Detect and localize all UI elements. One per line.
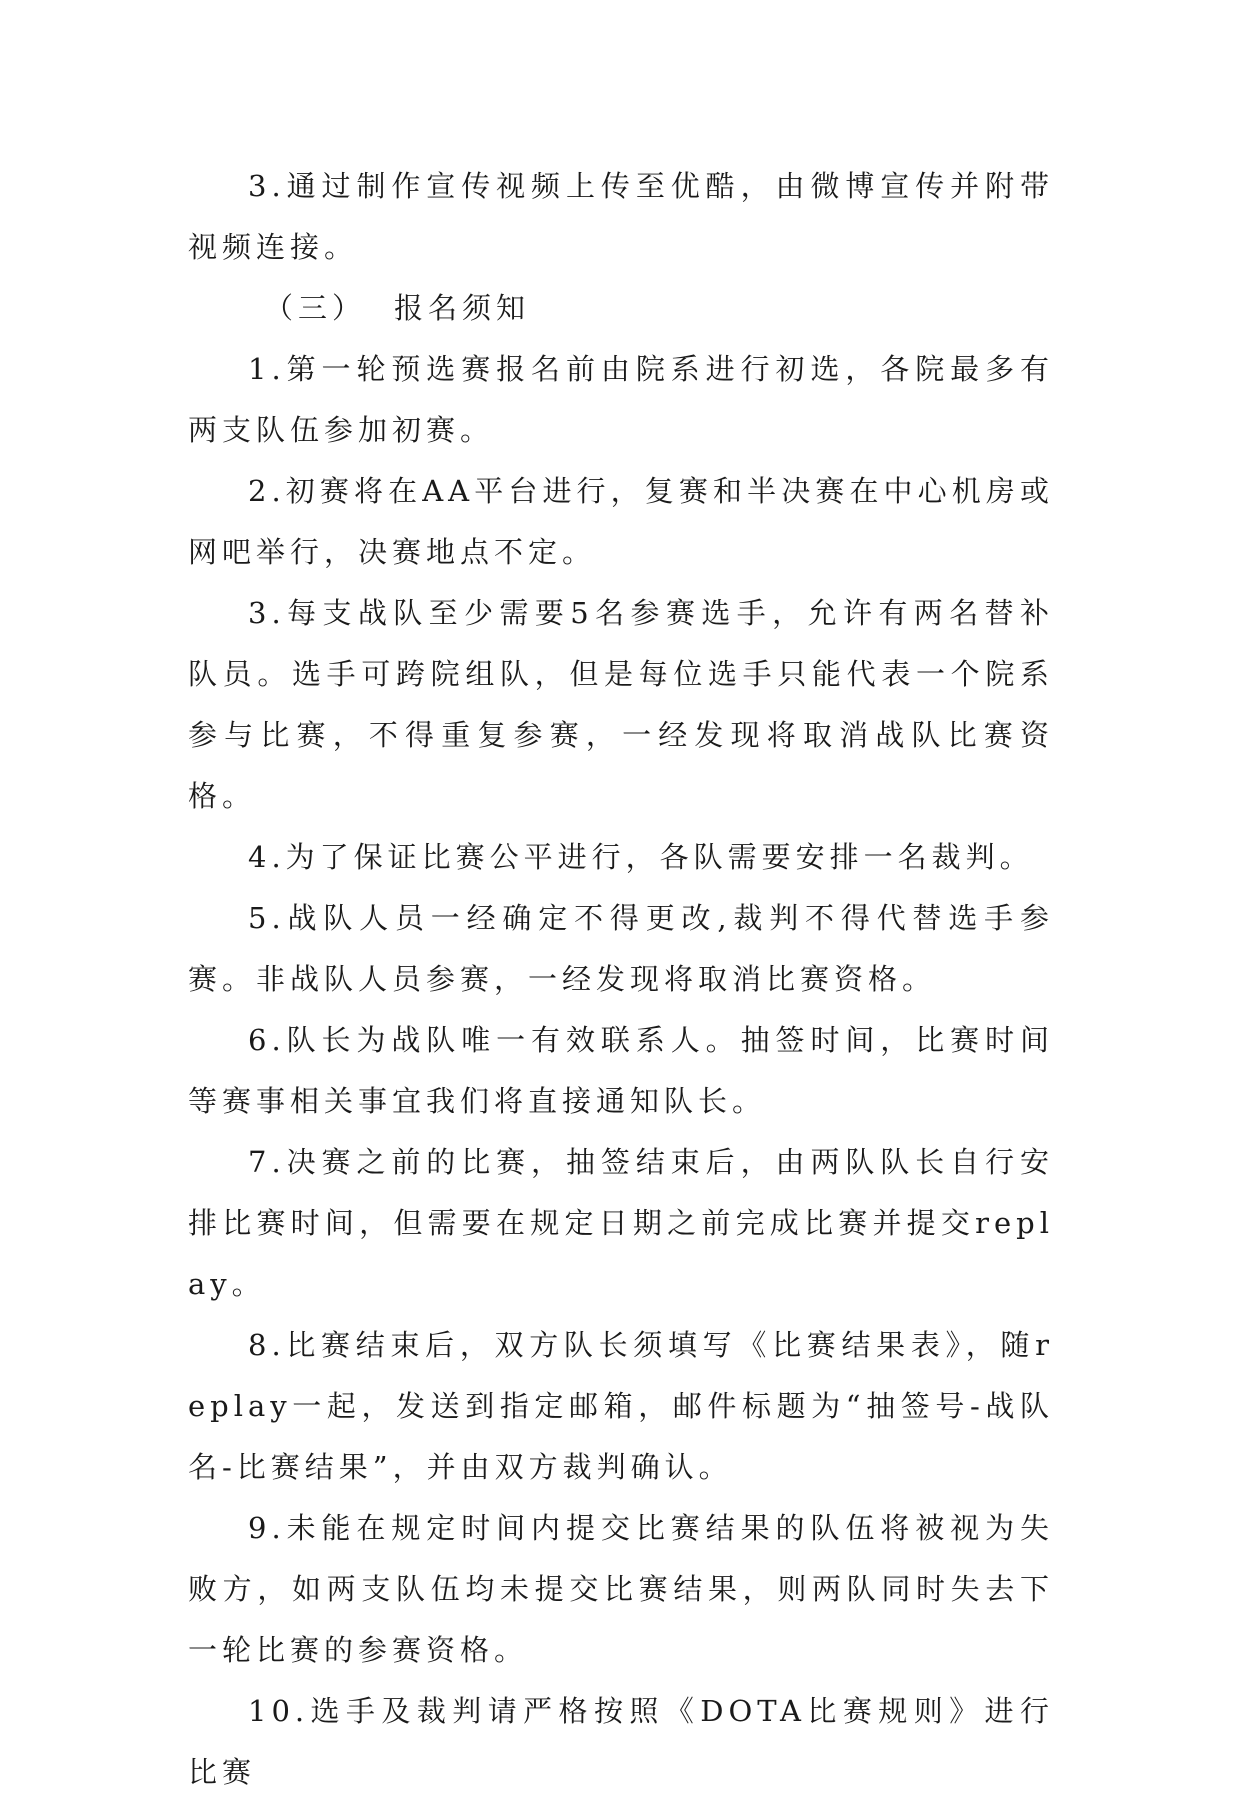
rule-item-4: 4.为了保证比赛公平进行，各队需要安排一名裁判。 — [248, 840, 1034, 874]
rule-item-10: 10.选手及裁判请严格按照《DOTA比赛规则》进行比赛 — [188, 1694, 1054, 1789]
rule-item-3: 3.每支战队至少需要5名参赛选手，允许有两名替补队员。选手可跨院组队，但是每位选手只能代表一个院系参与比赛，不得重复参赛，一经发现将取消战队比赛资格。 — [188, 596, 1054, 813]
rule-item-6: 6.队长为战队唯一有效联系人。抽签时间，比赛时间等赛事相关事宜我们将直接通知队长。 — [188, 1023, 1054, 1118]
rule-item-9: 9.未能在规定时间内提交比赛结果的队伍将被视为失败方，如两支队伍均未提交比赛结果，则两队同时失去下一轮比赛的参赛资格。 — [188, 1511, 1054, 1667]
document-body — [188, 156, 1054, 1803]
rule-item-1: 1.第一轮预选赛报名前由院系进行初选，各院最多有两支队伍参加初赛。 — [188, 352, 1054, 447]
rule-item-2: 2.初赛将在AA平台进行，复赛和半决赛在中心机房或网吧举行，决赛地点不定。 — [188, 474, 1054, 569]
section-number: （三） — [264, 291, 367, 325]
paragraph-promo-video: 3.通过制作宣传视频上传至优酷，由微博宣传并附带视频连接。 — [188, 169, 1054, 264]
section-title: 报名须知 — [394, 291, 531, 325]
rule-item-7: 7.决赛之前的比赛，抽签结束后，由两队队长自行安排比赛时间，但需要在规定日期之前完成比赛并提交replay。 — [188, 1145, 1054, 1301]
rule-item-8: 8.比赛结束后，双方队长须填写《比赛结果表》，随replay一起，发送到指定邮箱，邮件标题为“抽签号-战队名-比赛结果”，并由双方裁判确认。 — [188, 1328, 1054, 1484]
section-heading — [188, 278, 1054, 339]
rule-item-5: 5.战队人员一经确定不得更改,裁判不得代替选手参赛。非战队人员参赛，一经发现将取消比赛资格。 — [188, 901, 1054, 996]
